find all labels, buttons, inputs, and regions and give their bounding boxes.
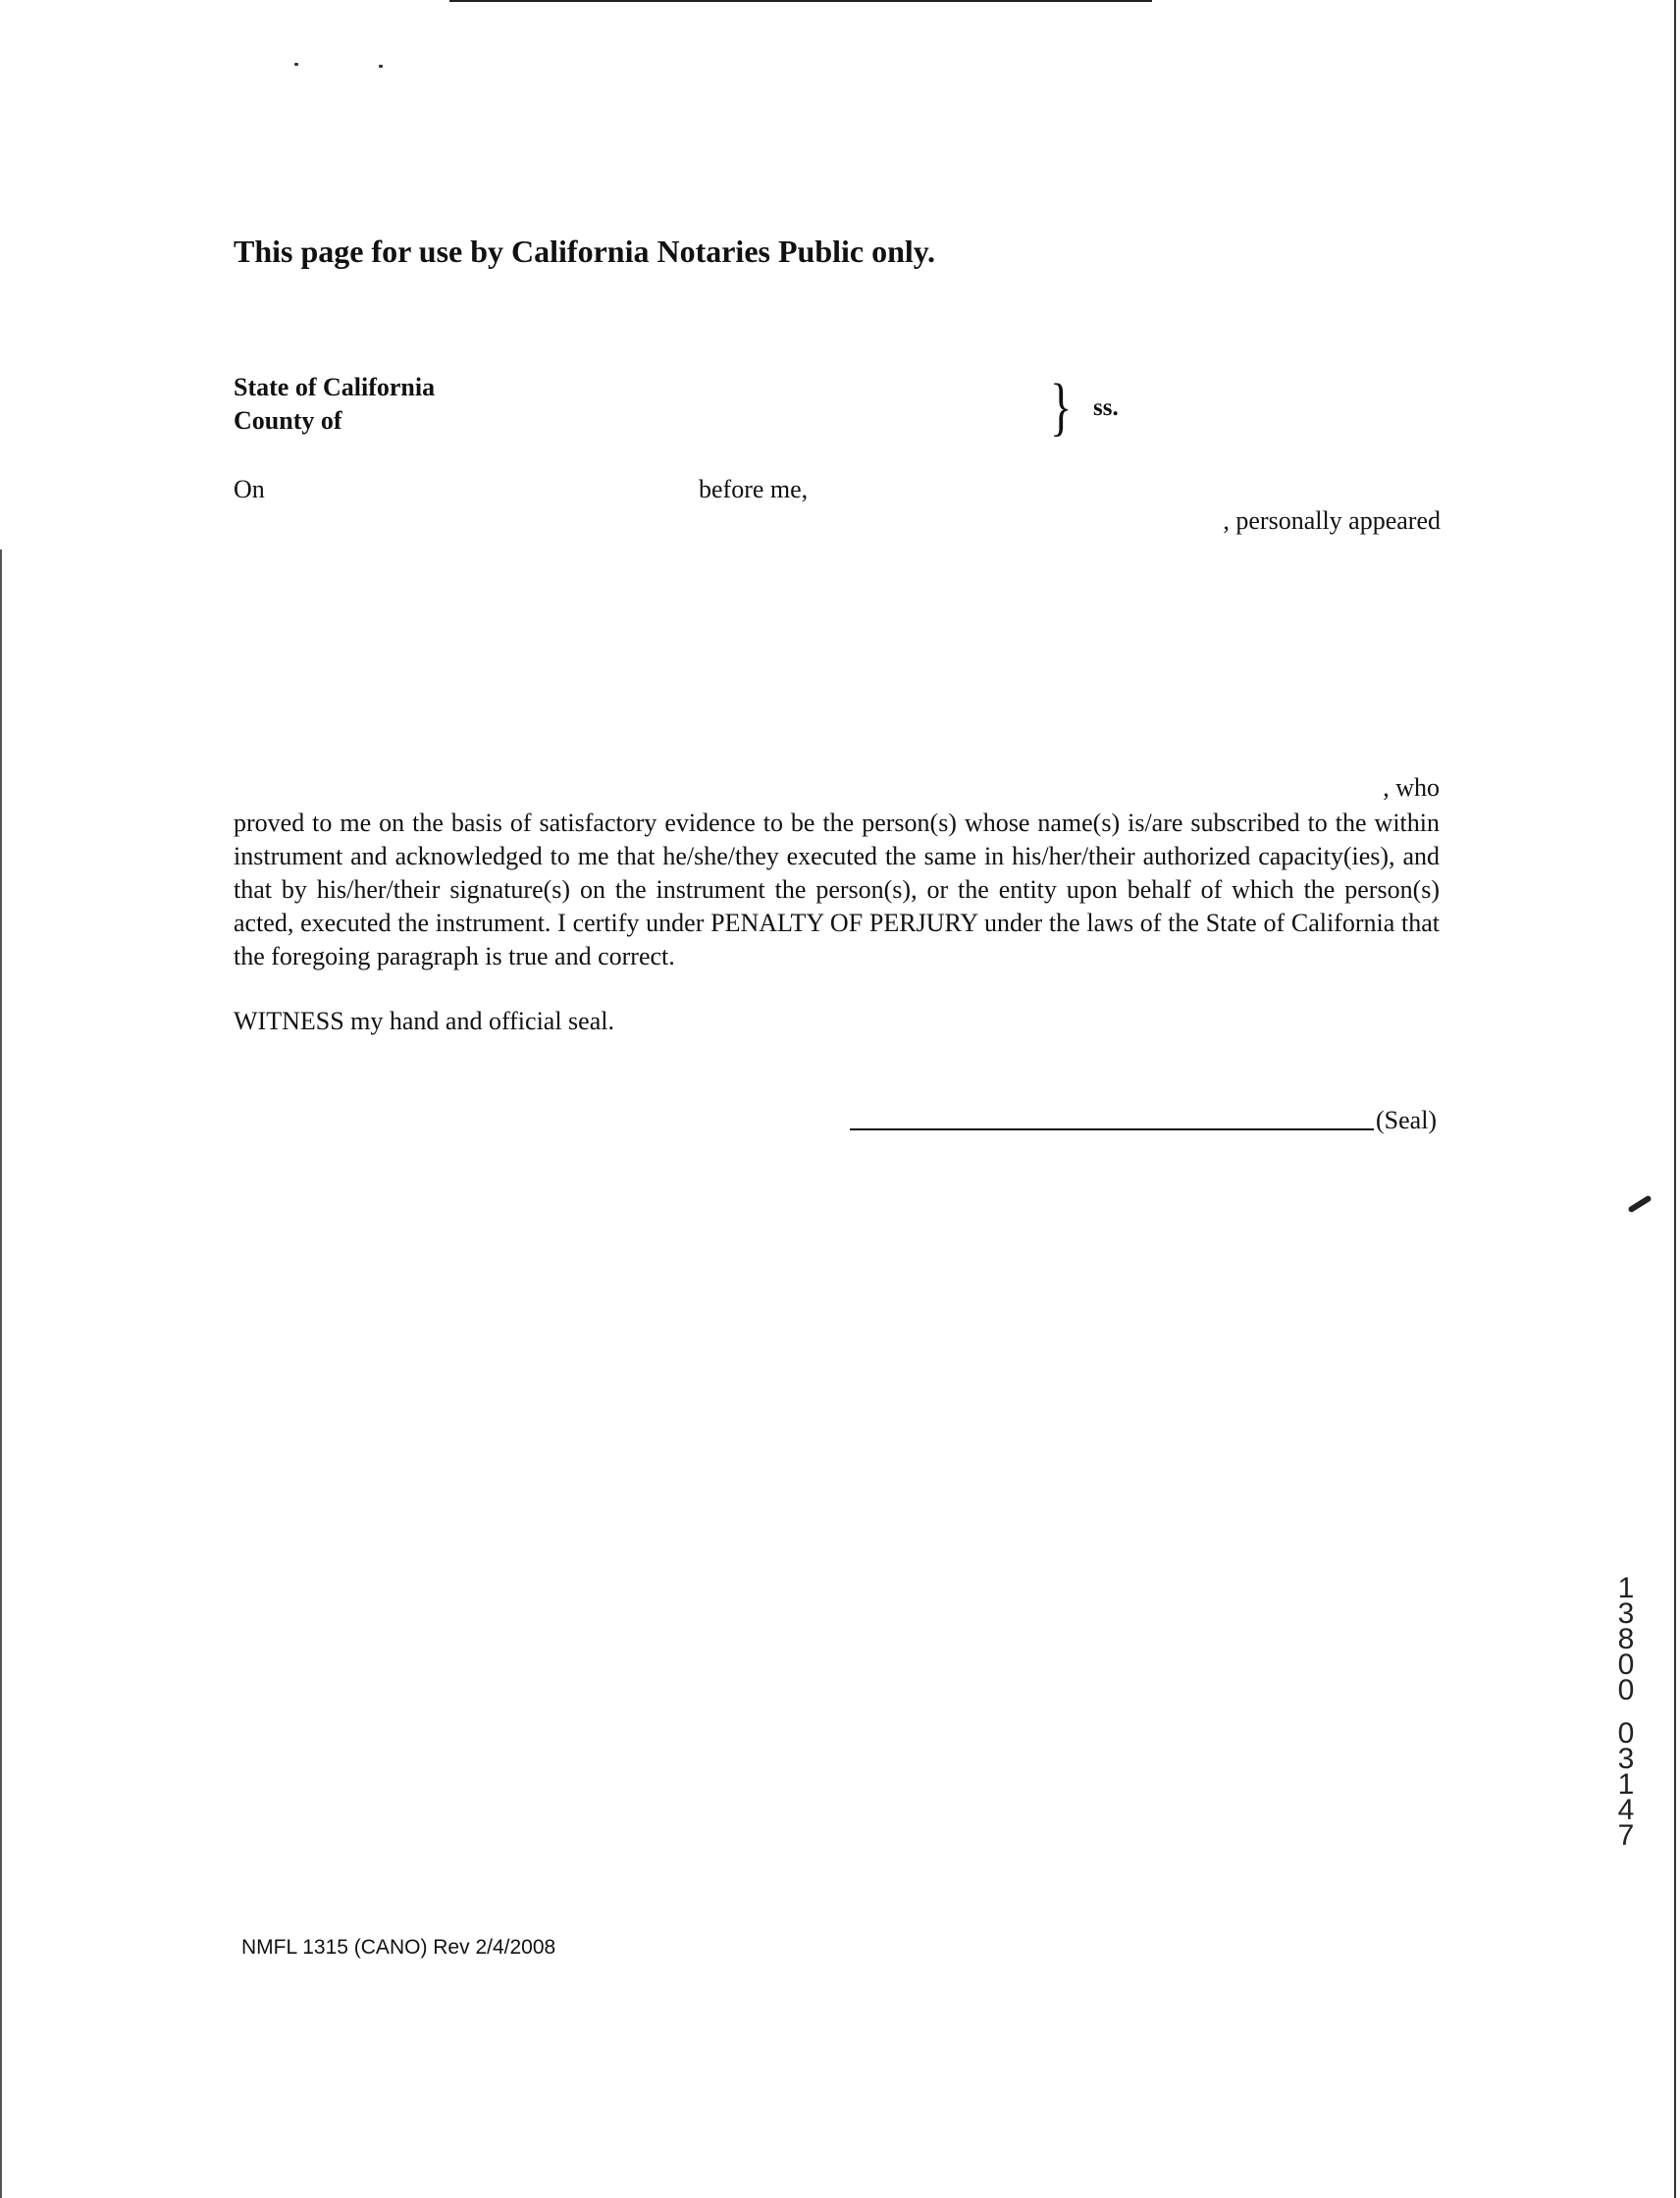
acknowledgment-paragraph: proved to me on the basis of satisfactory evidence to be the person(s) whose name(s) is/are subscribed to the within instrument and acknowledged to me that he/she/they executed the same in his/her/their authorized capacity(ies), and that by his/her/their signature(s) on the instrument the person(s), or the entity upon behalf of which the person(s) acted, executed the instrument. I certify under PENALTY OF PERJURY under the laws of the State of California that the foregoing paragraph is true and correct.: [234, 809, 1440, 970]
who-label: , who: [1383, 773, 1440, 802]
document-number-char: 0: [1617, 1674, 1635, 1706]
form-identifier: NMFL 1315 (CANO) Rev 2/4/2008: [241, 1936, 556, 1959]
venue-state-label: State of California: [234, 373, 436, 401]
document-number-vertical: [1609, 1572, 1643, 1852]
scan-edge-top: [449, 0, 1152, 2]
on-date-label: On: [234, 475, 265, 503]
pen-mark: [1627, 1195, 1652, 1214]
document-number-char: 3: [1617, 1743, 1635, 1775]
personally-appeared-label: , personally appeared: [1223, 506, 1441, 535]
document-number-char: 7: [1617, 1819, 1635, 1852]
document-number-char: 1: [1617, 1572, 1635, 1604]
before-me-label: before me,: [699, 475, 809, 503]
document-number-char: 0: [1617, 1717, 1635, 1750]
document-number-char: 8: [1617, 1623, 1635, 1655]
venue-county-label: County of: [234, 406, 342, 435]
document-number-char: 1: [1617, 1768, 1635, 1801]
scan-speck: [294, 63, 298, 66]
page-heading: This page for use by California Notaries Public only.: [234, 234, 936, 269]
document-number-char: 4: [1617, 1794, 1635, 1826]
signature-line: [850, 1128, 1374, 1130]
document-number-char: 3: [1617, 1597, 1635, 1630]
scan-speck: [379, 65, 383, 68]
scan-edge-left: [0, 550, 2, 2198]
document-number-text: [1609, 1572, 1643, 1852]
venue-ss-label: ss.: [1093, 394, 1119, 421]
document-number-char: 0: [1617, 1648, 1635, 1681]
scan-edge-right: [1674, 0, 1676, 2198]
seal-label: (Seal): [1376, 1106, 1438, 1134]
venue-brace: }: [1050, 371, 1073, 443]
witness-statement: WITNESS my hand and official seal.: [234, 1007, 614, 1035]
